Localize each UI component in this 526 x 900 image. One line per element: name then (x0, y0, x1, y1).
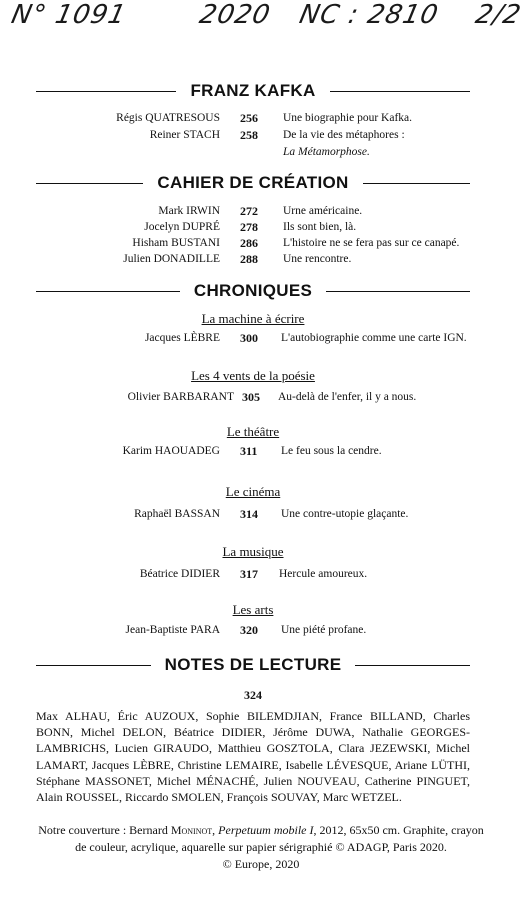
rule-left (36, 91, 176, 92)
entry-page: 300 (240, 331, 258, 345)
entry-title-italic: La Métamorphose. (283, 146, 370, 158)
entry-title: Une piété profane. (281, 624, 367, 636)
rubric-heading: Les 4 vents de la poésie (191, 368, 315, 383)
entry-page: 288 (240, 252, 258, 266)
entry-title: De la vie des métaphores : (283, 129, 405, 141)
toc-entry (0, 110, 526, 126)
toc-entry (0, 506, 526, 522)
section-heading-notes (36, 654, 470, 676)
rule-left (36, 183, 143, 184)
rubric-heading: Le théâtre (226, 424, 280, 439)
entry-page: 278 (240, 220, 258, 234)
entry-page: 314 (240, 507, 258, 521)
entry-author: Jacques LÈBRE (144, 332, 220, 344)
entry-title: Une contre-utopie glaçante. (281, 508, 409, 520)
entry-title: Ils sont bien, là. (283, 221, 357, 233)
rule-left (36, 291, 180, 292)
rubric-heading: La musique (222, 544, 284, 559)
toc-entry (0, 622, 526, 638)
entry-page: 272 (240, 204, 258, 218)
cover-credit-prefix: Notre couverture : Bernard (38, 823, 168, 837)
entry-author: Béatrice DIDIER (139, 568, 220, 580)
section-title: CAHIER DE CRÉATION (157, 173, 349, 192)
entry-title: Une biographie pour Kafka. (283, 112, 413, 124)
entry-author: Reiner STACH (149, 129, 220, 141)
notes-page-number: 324 (244, 688, 262, 702)
section-title: NOTES DE LECTURE (164, 655, 342, 674)
section-title: FRANZ KAFKA (190, 81, 316, 100)
entry-page: 320 (240, 623, 258, 637)
cover-work-title: Perpetuum mobile I (218, 823, 314, 837)
rule-right (326, 291, 470, 292)
entry-author: Karim HAOUADEG (122, 445, 220, 457)
entry-author: Raphaël BASSAN (134, 508, 220, 520)
section-heading-chroniques (36, 280, 470, 302)
entry-title: Urne américaine. (283, 205, 363, 217)
entry-title: L'histoire ne se fera pas sur ce canapé. (283, 237, 460, 249)
rule-left (36, 665, 151, 666)
toc-entry-continuation (0, 144, 526, 160)
rubric-heading: Les arts (232, 602, 274, 617)
toc-entry (0, 219, 526, 235)
rule-right (363, 183, 470, 184)
toc-entry (0, 251, 526, 267)
cover-credit-separator: , (212, 823, 219, 837)
entry-author: Jean-Baptiste PARA (125, 624, 220, 636)
entry-author: Julien DONADILLE (123, 253, 220, 265)
entry-title: L'autobiographie comme une carte IGN. (281, 332, 467, 344)
entry-page: 305 (242, 390, 260, 404)
cover-credit-details: , 2012, 65x50 cm. Graphite, crayon de couleur, acrylique, aquarelle sur papier sérigraphié © ADAGP, Paris 2020. (75, 823, 484, 854)
section-heading-creation (36, 172, 470, 194)
toc-entry (0, 235, 526, 251)
handwritten-year: 2020 (196, 0, 274, 30)
entry-author: Mark IRWIN (158, 205, 220, 217)
entry-author: Olivier BARBARANT (127, 391, 234, 403)
handwritten-issue-number: N° 1091 (8, 0, 130, 30)
entry-title: Au-delà de l'enfer, il y a nous. (278, 391, 417, 403)
toc-entry (0, 203, 526, 219)
entry-title: Une rencontre. (283, 253, 352, 265)
rule-right (355, 665, 470, 666)
entry-author: Jocelyn DUPRÉ (144, 221, 220, 233)
cover-credit (36, 822, 486, 873)
toc-entry (0, 443, 526, 459)
entry-page: 311 (240, 444, 258, 458)
rule-right (330, 91, 470, 92)
copyright: © Europe, 2020 (222, 857, 300, 871)
entry-title: Hercule amoureux. (279, 568, 368, 580)
entry-page: 317 (240, 567, 258, 581)
section-title: CHRONIQUES (193, 281, 313, 300)
rubric-heading: La machine à écrire (201, 311, 305, 326)
entry-page: 286 (240, 236, 258, 250)
toc-entry (0, 389, 526, 405)
section-heading-kafka (36, 80, 470, 102)
entry-page: 256 (240, 111, 258, 125)
handwritten-nc-number: NC : 2810 (296, 0, 442, 30)
toc-entry (0, 566, 526, 582)
handwritten-part: 2/2 (472, 0, 525, 30)
toc-entry (0, 330, 526, 346)
entry-page: 258 (240, 128, 258, 142)
entry-author: Régis QUATRESOUS (116, 112, 220, 124)
cover-artist-surname: Moninot (170, 823, 213, 837)
toc-entry (0, 127, 526, 143)
rubric-heading: Le cinéma (225, 484, 281, 499)
notes-contributors: Max ALHAU, Éric AUZOUX, Sophie BILEMDJIAN, France BILLAND, Charles BONN, Michel DELON, Béatrice DIDIER, Jérôme DUWA, Nathalie GEORGES-LAMBRICHS, Lucien GIRAUDO, Matthieu GOSZTOLA, Clara JEZEWSKI, Michel LAMART, Jacques LÈBRE, Christine LEMAIRE, Isabelle LÉVESQUE, Ariane LÜTHI, Stéphane MASSONET, Michel MÉNACHÉ, Julien NOUVEAU, Catherine PINGUET, Alain ROUSSEL, Riccardo SMOLEN, François SOUVAY, Marc WETZEL. (36, 709, 470, 805)
entry-title: Le feu sous la cendre. (281, 445, 382, 457)
entry-author: Hisham BUSTANI (132, 237, 220, 249)
